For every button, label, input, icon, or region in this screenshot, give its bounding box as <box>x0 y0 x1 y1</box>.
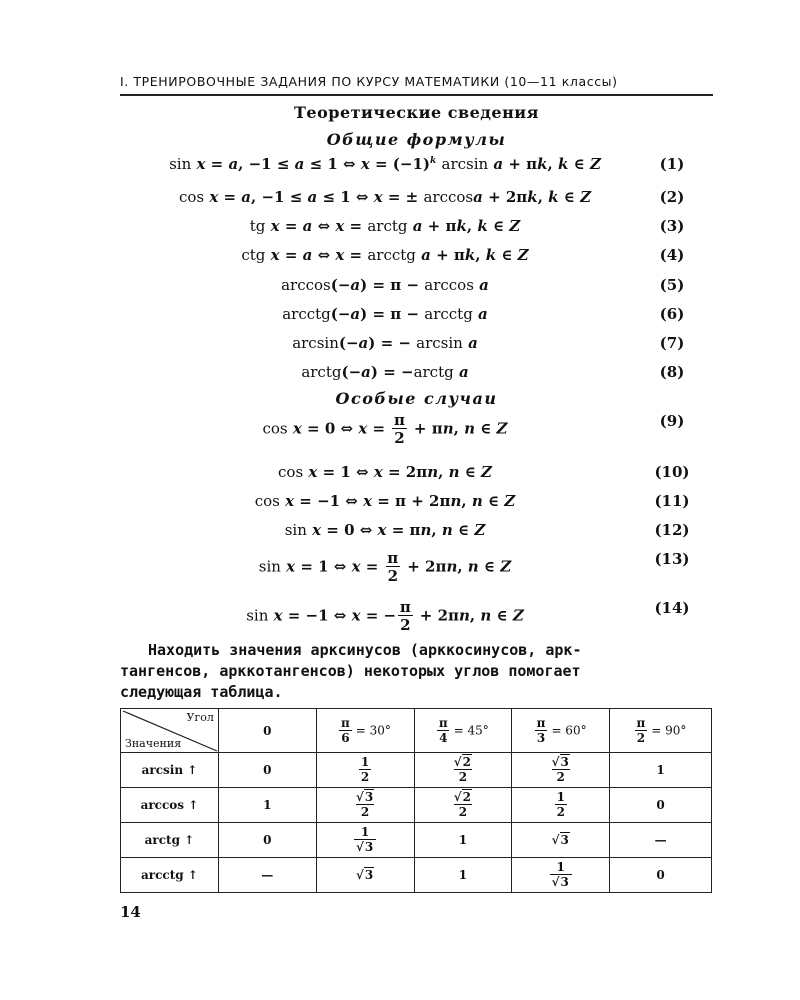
formula-number: (7) <box>659 334 685 352</box>
table-cell: $\frac{1}{2}$ <box>316 753 414 788</box>
table-cell: $\frac{1}{√3}$ <box>316 823 414 858</box>
formula-number: (2) <box>659 188 685 206</box>
formula-6: arcctg(−a) = π − arcctg a <box>282 305 488 323</box>
subsection-title-special: Особые случаи <box>335 389 498 408</box>
formula-number: (5) <box>659 276 685 294</box>
formula-number: (13) <box>654 550 690 568</box>
column-header-90: $\frac{\pi}{2}$ = 90° <box>610 709 712 753</box>
column-header-30: $\frac{\pi}{6}$ = 30° <box>316 709 414 753</box>
row-label-arcctg: arcctg ↑ <box>121 858 219 893</box>
formula-5: arccos(−a) = π − arccos a <box>281 276 489 294</box>
formula-number: (14) <box>654 599 690 617</box>
formula-number: (12) <box>654 521 690 539</box>
paragraph-line: Находить значения арксинусов (арккосинусов, арк- <box>148 641 582 659</box>
intro-paragraph <box>120 640 713 703</box>
formula-2: cos x = a, −1 ≤ a ≤ 1 ⇔ x = ± arccosa + 2πk, k ∈ Z <box>178 188 592 206</box>
table-cell: 0 <box>218 823 316 858</box>
formula-4: ctg x = a ⇔ x = arcctg a + πk, k ∈ Z <box>241 246 529 264</box>
table-cell: $\frac{1}{2}$ <box>512 788 610 823</box>
column-header-0: 0 <box>218 709 316 753</box>
column-header-45: $\frac{\pi}{4}$ = 45° <box>414 709 512 753</box>
formula-7: arcsin(−a) = − arcsin a <box>292 334 478 352</box>
row-label-arctg: arctg ↑ <box>121 823 219 858</box>
column-header-60: $\frac{\pi}{3}$ = 60° <box>512 709 610 753</box>
formula-number: (1) <box>659 155 685 173</box>
table-cell: 1 <box>218 788 316 823</box>
formula-number: (3) <box>659 217 685 235</box>
table-cell: 0 <box>218 753 316 788</box>
table-cell: 1 <box>414 823 512 858</box>
table-cell: 0 <box>610 858 712 893</box>
corner-label-values: Значения <box>125 737 182 750</box>
formula-9: cos x = 0 ⇔ x = $\frac{\pi}{2}$ + πn, n ∈ Z <box>262 411 508 447</box>
table-cell: $\frac{√3}{2}$ <box>316 788 414 823</box>
formula-number: (8) <box>659 363 685 381</box>
table-cell: 0 <box>610 788 712 823</box>
formula-10: cos x = 1 ⇔ x = 2πn, n ∈ Z <box>278 463 492 481</box>
row-label-arccos: arccos ↑ <box>121 788 219 823</box>
formula-number: (4) <box>659 246 685 264</box>
formula-12: sin x = 0 ⇔ x = πn, n ∈ Z <box>284 521 486 539</box>
table-cell: $\frac{√2}{2}$ <box>414 753 512 788</box>
paragraph-line: тангенсов, арккотангенсов) некоторых углов помогает <box>120 662 581 680</box>
formula-number: (10) <box>654 463 690 481</box>
table-cell: — <box>218 858 316 893</box>
values-table <box>120 708 712 893</box>
table-cell: √3 <box>512 823 610 858</box>
paragraph-line: следующая таблица. <box>120 683 283 701</box>
table-cell: 1 <box>414 858 512 893</box>
table-corner-cell <box>121 709 219 753</box>
formula-number: (9) <box>659 412 685 430</box>
formula-3: tg x = a ⇔ x = arctg a + πk, k ∈ Z <box>249 217 521 235</box>
formula-number: (6) <box>659 305 685 323</box>
corner-label-angle: Угол <box>186 711 214 724</box>
formula-number: (11) <box>654 492 690 510</box>
page-number: 14 <box>120 903 141 921</box>
table-cell: — <box>610 823 712 858</box>
formula-8: arctg(−a) = −arctg a <box>301 363 469 381</box>
table-cell: √3 <box>316 858 414 893</box>
formula-13: sin x = 1 ⇔ x = $\frac{\pi}{2}$ + 2πn, n ∈ Z <box>258 549 512 585</box>
table-cell: 1 <box>610 753 712 788</box>
subsection-title-general: Общие формулы <box>326 130 507 149</box>
formula-1: sin x = a, −1 ≤ a ≤ 1 ⇔ $x = (-1)^k$ arcsin a + πk, k ∈ Z <box>169 155 601 173</box>
table-cell: $\frac{√2}{2}$ <box>414 788 512 823</box>
section-title: Теоретические сведения <box>294 103 539 122</box>
formula-14: sin x = −1 ⇔ x = − $\frac{\pi}{2}$ + 2πn, n ∈ Z <box>246 598 524 634</box>
formula-11: cos x = −1 ⇔ x = π + 2πn, n ∈ Z <box>254 492 516 510</box>
row-label-arcsin: arcsin ↑ <box>121 753 219 788</box>
table-cell: $\frac{√3}{2}$ <box>512 753 610 788</box>
table-cell: $\frac{1}{√3}$ <box>512 858 610 893</box>
running-header: I. ТРЕНИРОВОЧНЫЕ ЗАДАНИЯ ПО КУРСУ МАТЕМАТИКИ (10—11 классы) <box>120 74 713 96</box>
